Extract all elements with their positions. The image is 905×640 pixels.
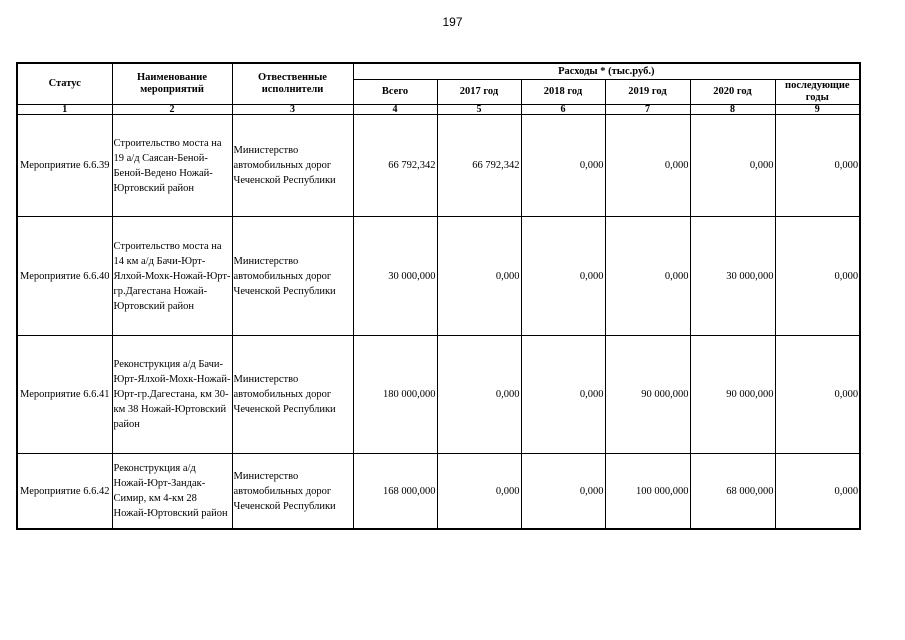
y2020-cell: 30 000,000 <box>690 217 775 336</box>
column-number: 2 <box>112 105 232 115</box>
table-row <box>17 454 860 530</box>
later-years-cell: 0,000 <box>775 336 860 454</box>
y2018-cell: 0,000 <box>521 336 605 454</box>
header-later-years: последующие годы <box>775 80 860 105</box>
status-cell: Мероприятие 6.6.41 <box>17 336 112 454</box>
measure-name-cell: Реконструкция а/д Бачи-Юрт-Ялхой-Мохк-Ножай-Юрт-гр.Дагестана, км 30-км 38 Ножай-Юртовский район <box>112 336 232 454</box>
later-years-cell: 0,000 <box>775 454 860 530</box>
y2019-cell: 100 000,000 <box>605 454 690 530</box>
page-number: 197 <box>442 15 463 29</box>
measure-name-cell: Строительство моста на 19 а/д Саясан-Беной-Беной-Ведено Ножай-Юртовский район <box>112 115 232 217</box>
y2017-cell: 0,000 <box>437 217 521 336</box>
executor-cell: Министерство автомобильных дорог Чеченской Республики <box>232 336 353 454</box>
y2020-cell: 90 000,000 <box>690 336 775 454</box>
y2020-cell: 0,000 <box>690 115 775 217</box>
y2018-cell: 0,000 <box>521 454 605 530</box>
executor-cell: Министерство автомобильных дорог Чеченской Республики <box>232 115 353 217</box>
executor-cell: Министерство автомобильных дорог Чеченской Республики <box>232 217 353 336</box>
y2019-cell: 90 000,000 <box>605 336 690 454</box>
column-number: 7 <box>605 105 690 115</box>
total-cell: 66 792,342 <box>353 115 437 217</box>
table-row <box>17 217 860 336</box>
table-row <box>17 115 860 217</box>
table-row <box>17 336 860 454</box>
status-cell: Мероприятие 6.6.39 <box>17 115 112 217</box>
header-status: Статус <box>17 63 112 105</box>
executor-cell: Министерство автомобильных дорог Чеченской Республики <box>232 454 353 530</box>
column-number: 5 <box>437 105 521 115</box>
column-number: 3 <box>232 105 353 115</box>
column-number: 1 <box>17 105 112 115</box>
total-cell: 180 000,000 <box>353 336 437 454</box>
measure-name-cell: Реконструкция а/д Ножай-Юрт-Зандак-Симир, км 4-км 28 Ножай-Юртовский район <box>112 454 232 530</box>
column-number: 6 <box>521 105 605 115</box>
column-number-row <box>17 105 860 115</box>
column-number: 4 <box>353 105 437 115</box>
column-number: 9 <box>775 105 860 115</box>
y2018-cell: 0,000 <box>521 115 605 217</box>
header-total: Всего <box>353 80 437 105</box>
y2020-cell: 68 000,000 <box>690 454 775 530</box>
header-name: Наименование мероприятий <box>112 63 232 105</box>
status-cell: Мероприятие 6.6.42 <box>17 454 112 530</box>
budget-table <box>16 62 861 530</box>
header-2020: 2020 год <box>690 80 775 105</box>
y2019-cell: 0,000 <box>605 217 690 336</box>
header-executors: Отвественные исполнители <box>232 63 353 105</box>
y2017-cell: 0,000 <box>437 336 521 454</box>
later-years-cell: 0,000 <box>775 217 860 336</box>
column-number: 8 <box>690 105 775 115</box>
y2017-cell: 0,000 <box>437 454 521 530</box>
total-cell: 30 000,000 <box>353 217 437 336</box>
header-2019: 2019 год <box>605 80 690 105</box>
header-expenses: Расходы * (тыс.руб.) <box>353 63 860 80</box>
header-2018: 2018 год <box>521 80 605 105</box>
total-cell: 168 000,000 <box>353 454 437 530</box>
y2019-cell: 0,000 <box>605 115 690 217</box>
y2017-cell: 66 792,342 <box>437 115 521 217</box>
status-cell: Мероприятие 6.6.40 <box>17 217 112 336</box>
header-2017: 2017 год <box>437 80 521 105</box>
later-years-cell: 0,000 <box>775 115 860 217</box>
y2018-cell: 0,000 <box>521 217 605 336</box>
measure-name-cell: Строительство моста на 14 км а/д Бачи-Юрт-Ялхой-Мохк-Ножай-Юрт-гр.Дагестана Ножай-Юртовский район <box>112 217 232 336</box>
